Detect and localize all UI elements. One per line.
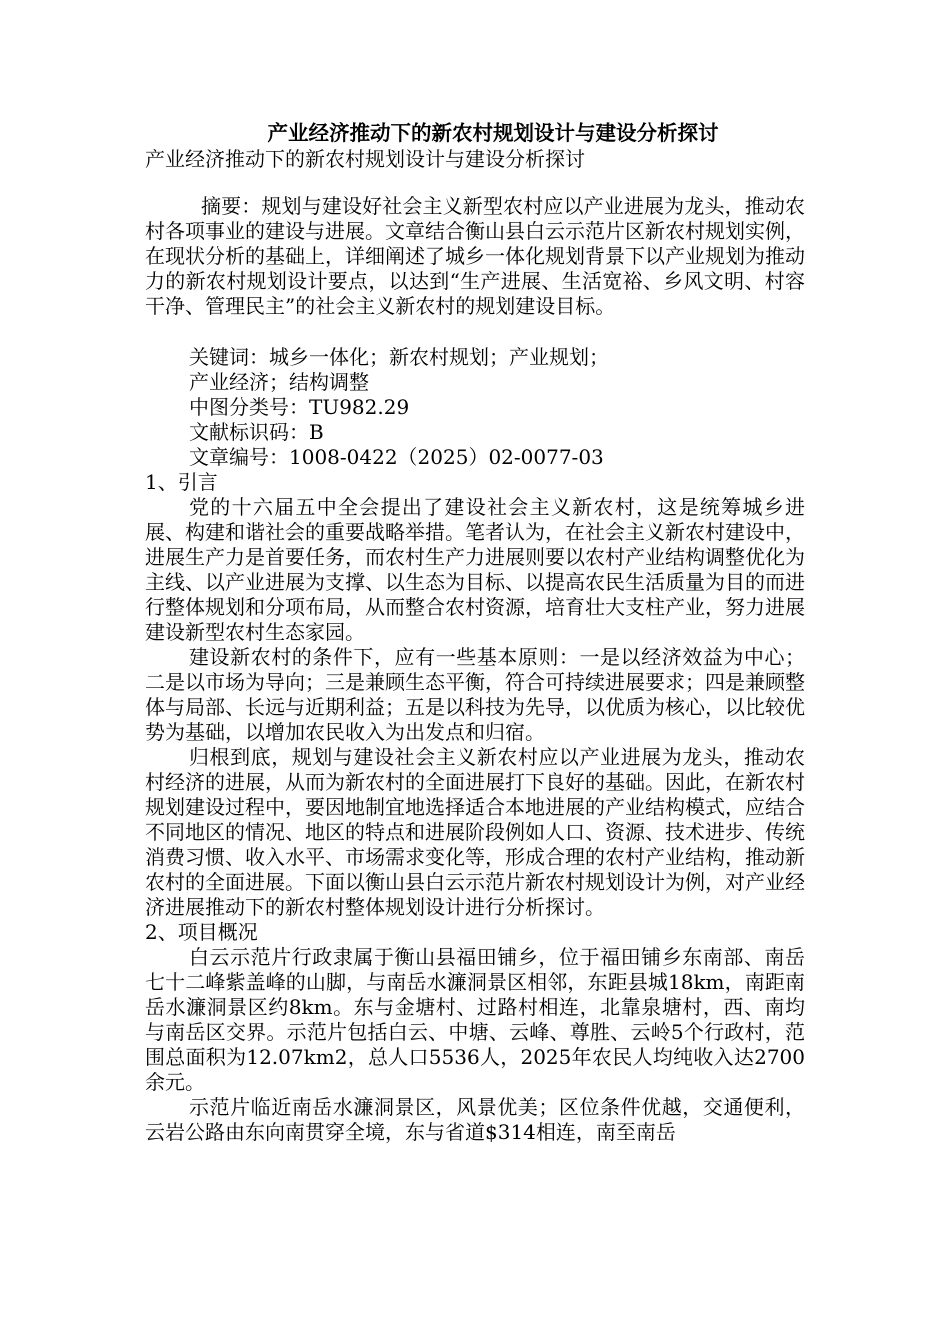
article-number: 文章编号：1008-0422（2025）02-0077-03 <box>189 445 604 469</box>
document-subtitle: 产业经济推动下的新农村规划设计与建设分析探讨 <box>145 147 585 171</box>
paragraph: 白云示范片行政隶属于衡山县福田铺乡，位于福田铺乡东南部、南岳七十二峰紫盖峰的山脚，与南岳水濂洞景区相邻，东距县城18km，南距南岳水濂洞景区约8km。东与金塘村、过路村相连，北靠泉塘村，西、南均与南岳区交界。示范片包括白云、中塘、云峰、尊胜、云岭5个行政村，范围总面积为12.07km2，总人口5536人，2025年农民人均纯收入达2700余元。 <box>145 945 805 1094</box>
metadata-block <box>145 345 805 470</box>
paragraph: 示范片临近南岳水濂洞景区，风景优美；区位条件优越，交通便利，云岩公路由东向南贯穿全境，东与省道$314相连，南至南岳 <box>145 1095 805 1144</box>
clc-number: 中图分类号：TU982.29 <box>189 395 410 419</box>
paragraph: 归根到底，规划与建设社会主义新农村应以产业进展为龙头，推动农村经济的进展，从而为新农村的全面进展打下良好的基础。因此，在新农村规划建设过程中，要因地制宜地选择适合本地进展的产业结构模式，应结合不同地区的情况、地区的特点和进展阶段例如人口、资源、技术进步、传统消费习惯、收入水平、市场需求变化等，形成合理的农村产业结构，推动新农村的全面进展。下面以衡山县白云示范片新农村规划设计为例，对产业经济进展推动下的新农村整体规划设计进行分析探讨。 <box>145 745 805 919</box>
keywords-line-2: 产业经济；结构调整 <box>189 370 369 394</box>
paragraph: 党的十六届五中全会提出了建设社会主义新农村，这是统筹城乡进展、构建和谐社会的重要战略举措。笔者认为，在社会主义新农村建设中，进展生产力是首要任务，而农村生产力进展则要以农村产业结构调整优化为主线、以产业进展为支撑、以生态为目标、以提高农民生活质量为目的而进行整体规划和分项布局，从而整合农村资源，培育壮大支柱产业，努力进展建设新型农村生态家园。 <box>145 495 805 644</box>
section-heading-introduction: 1、引言 <box>145 470 218 494</box>
document-title: 产业经济推动下的新农村规划设计与建设分析探讨 <box>267 121 719 145</box>
section-heading-project-overview: 2、项目概况 <box>145 920 258 944</box>
document-page <box>145 120 805 1145</box>
paragraph: 建设新农村的条件下，应有一些基本原则：一是以经济效益为中心；二是以市场为导向；三是兼顾生态平衡，符合可持续进展要求；四是兼顾整体与局部、长远与近期利益；五是以科技为先导，以优质为核心，以比较优势为基础，以增加农民收入为出发点和归宿。 <box>145 645 805 744</box>
abstract-paragraph: 摘要：规划与建设好社会主义新型农村应以产业进展为龙头，推动农村各项事业的建设与进展。文章结合衡山县白云示范片区新农村规划实例，在现状分析的基础上，详细阐述了城乡一体化规划背景下以产业规划为推动力的新农村规划设计要点，以达到“生产进展、生活宽裕、乡风文明、村容干净、管理民主”的社会主义新农村的规划建设目标。 <box>145 194 805 318</box>
keywords-line-1: 关键词：城乡一体化；新农村规划；产业规划； <box>189 345 609 369</box>
document-code: 文献标识码：B <box>189 420 324 444</box>
